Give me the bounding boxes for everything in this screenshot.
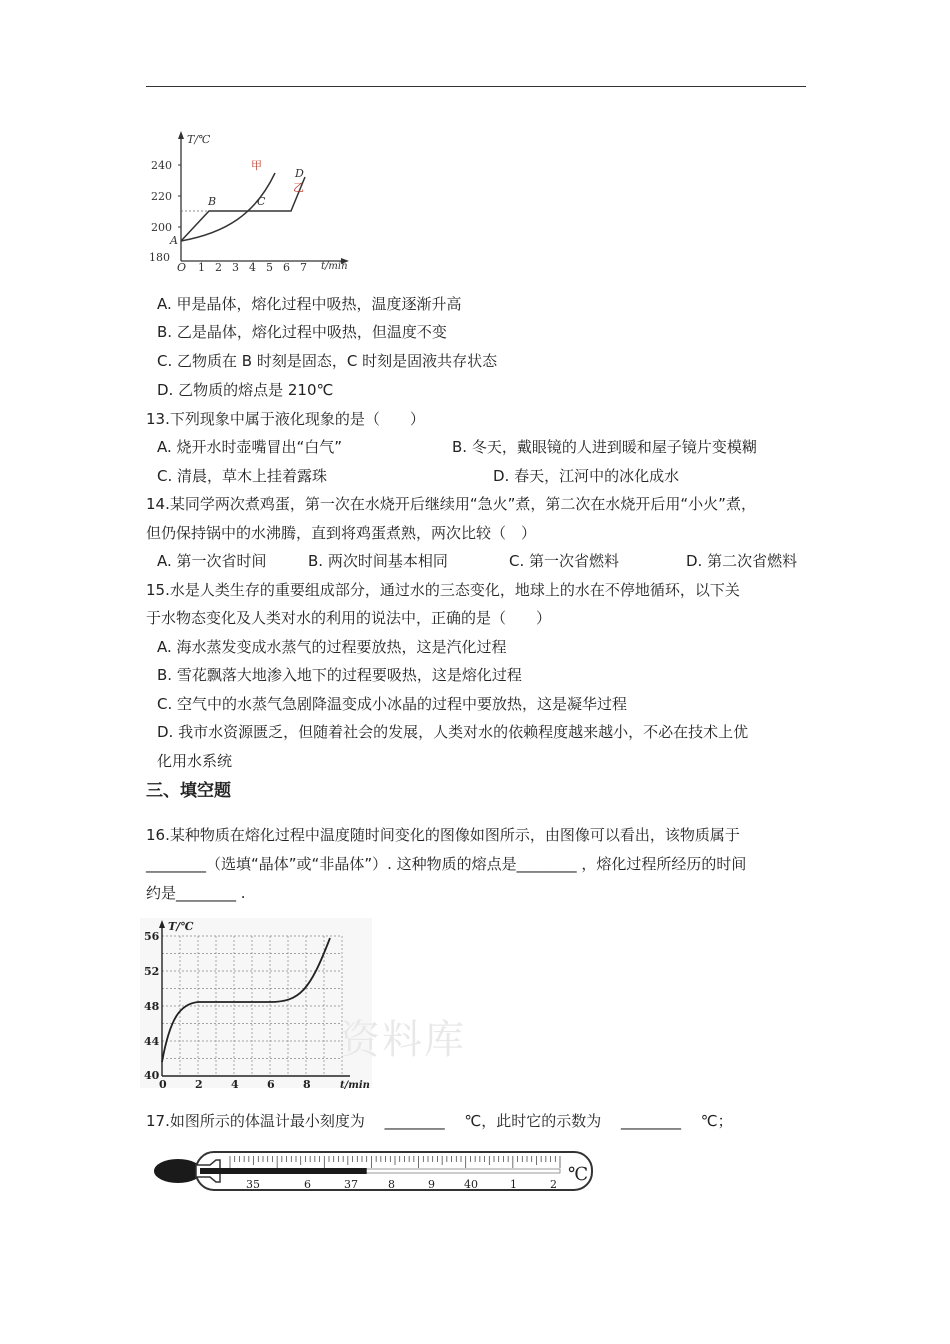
q15-option-b: B. 雪花飘落大地渗入地下的过程要吸热，这是熔化过程	[157, 666, 522, 684]
q14-stem-line1: 14.某同学两次煮鸡蛋，第一次在水烧开后继续用“急火”煮，第二次在水烧开后用“小火”煮，	[146, 495, 756, 513]
section-heading: 三、填空题	[146, 781, 231, 801]
xtick: 6	[283, 261, 290, 274]
xtick: 0	[159, 1078, 167, 1090]
scale-label: 40	[464, 1178, 478, 1191]
chart1-ylabel: T/℃	[187, 133, 211, 146]
scale-label: 9	[428, 1178, 435, 1191]
watermark: 资料库	[340, 1017, 466, 1063]
scale-label: 35	[246, 1178, 260, 1191]
scale-label: 2	[550, 1178, 557, 1191]
chart-melting-curves	[145, 125, 370, 275]
q15-option-d-line2: 化用水系统	[157, 752, 233, 770]
point-label-A: A	[170, 234, 178, 247]
q15-option-a: A. 海水蒸发变成水蒸气的过程要放热，这是汽化过程	[157, 638, 507, 656]
chart2-background	[140, 918, 372, 1088]
unit-label: ℃	[568, 1164, 589, 1185]
point-label-C: C	[257, 195, 266, 208]
ytick: 240	[151, 159, 172, 172]
xtick: 3	[232, 261, 239, 274]
thermometer-image	[150, 1146, 600, 1196]
q13-option-b: B. 冬天，戴眼镜的人进到暖和屋子镜片变模糊	[452, 438, 757, 456]
mercury-column	[200, 1168, 367, 1174]
q14-option-d: D. 第二次省燃料	[686, 552, 798, 570]
ytick: 200	[151, 221, 172, 234]
chart2-xlabel: t/min	[340, 1080, 370, 1090]
xtick: 2	[215, 261, 222, 274]
ytick: 48	[144, 1000, 160, 1013]
q16-line3: 约是________ .	[146, 884, 246, 902]
xtick: 5	[266, 261, 273, 274]
chart1-xlabel: t/min	[321, 261, 348, 272]
q16-line1: 16.某种物质在熔化过程中温度随时间变化的图像如图所示，由图像可以看出，该物质属于	[146, 826, 740, 844]
xtick: 8	[303, 1078, 311, 1090]
series-label-yi: 乙	[293, 181, 304, 194]
ytick: 40	[144, 1069, 160, 1082]
q13-option-a: A. 烧开水时壶嘴冒出“白气”	[157, 438, 343, 456]
q13-option-c: C. 清晨，草木上挂着露珠	[157, 467, 328, 485]
q17-line: 17.如图所示的体温计最小刻度为 ________ ℃，此时它的示数为 ________ ℃；	[146, 1112, 733, 1130]
y-axis-arrow	[178, 131, 184, 139]
xtick: 6	[267, 1078, 275, 1090]
scale-label: 1	[510, 1178, 517, 1191]
chart2-ylabel: T/℃	[168, 920, 194, 933]
series-yi-line	[181, 177, 305, 241]
ytick: 52	[144, 965, 160, 978]
series-label-jia: 甲	[251, 159, 262, 172]
q14-option-a: A. 第一次省时间	[157, 552, 267, 570]
q12-option-c: C. 乙物质在 B 时刻是固态，C 时刻是固液共存状态	[157, 352, 498, 370]
point-label-D: D	[295, 167, 304, 180]
q12-option-a: A. 甲是晶体，熔化过程中吸热，温度逐渐升高	[157, 295, 462, 313]
top-rule	[146, 86, 806, 87]
scale-label: 6	[304, 1178, 311, 1191]
q14-option-c: C. 第一次省燃料	[509, 552, 620, 570]
q14-stem-line2: 但仍保持锅中的水沸腾，直到将鸡蛋煮熟，两次比较（ ）	[146, 524, 537, 542]
q15-stem-line2: 于水物态变化及人类对水的利用的说法中，正确的是（ ）	[146, 609, 552, 627]
q15-option-d-line1: D. 我市水资源匮乏，但随着社会的发展，人类对水的依赖程度越来越小，不必在技术上优	[157, 723, 749, 741]
xtick: 7	[300, 261, 307, 274]
scale-label: 37	[344, 1178, 358, 1191]
xtick: 4	[249, 261, 256, 274]
q15-stem-line1: 15.水是人类生存的重要组成部分，通过水的三态变化，地球上的水在不停地循环，以下关	[146, 581, 740, 599]
ytick: 220	[151, 190, 172, 203]
q15-option-c: C. 空气中的水蒸气急剧降温变成小冰晶的过程中要放热，这是凝华过程	[157, 695, 628, 713]
q13-stem: 13.下列现象中属于液化现象的是（ ）	[146, 410, 425, 428]
xtick: 1	[198, 261, 205, 274]
point-label-B: B	[208, 195, 217, 208]
q12-option-d: D. 乙物质的熔点是 210℃	[157, 381, 334, 399]
ytick: 180	[149, 251, 170, 264]
scale-label: 8	[388, 1178, 395, 1191]
xtick: 4	[231, 1078, 239, 1090]
xtick: O	[177, 261, 187, 274]
q14-option-b: B. 两次时间基本相同	[308, 552, 448, 570]
q13-option-d: D. 春天，江河中的冰化成水	[493, 467, 680, 485]
q12-option-b: B. 乙是晶体，熔化过程中吸热，但温度不变	[157, 323, 447, 341]
q16-line2: ________（选填“晶体”或“非晶体”）. 这种物质的熔点是________ ，熔化过程所经历的时间	[146, 855, 747, 873]
ytick: 44	[144, 1035, 160, 1048]
ytick: 56	[144, 930, 160, 943]
xtick: 2	[195, 1078, 203, 1090]
thermometer-bulb	[154, 1159, 202, 1183]
